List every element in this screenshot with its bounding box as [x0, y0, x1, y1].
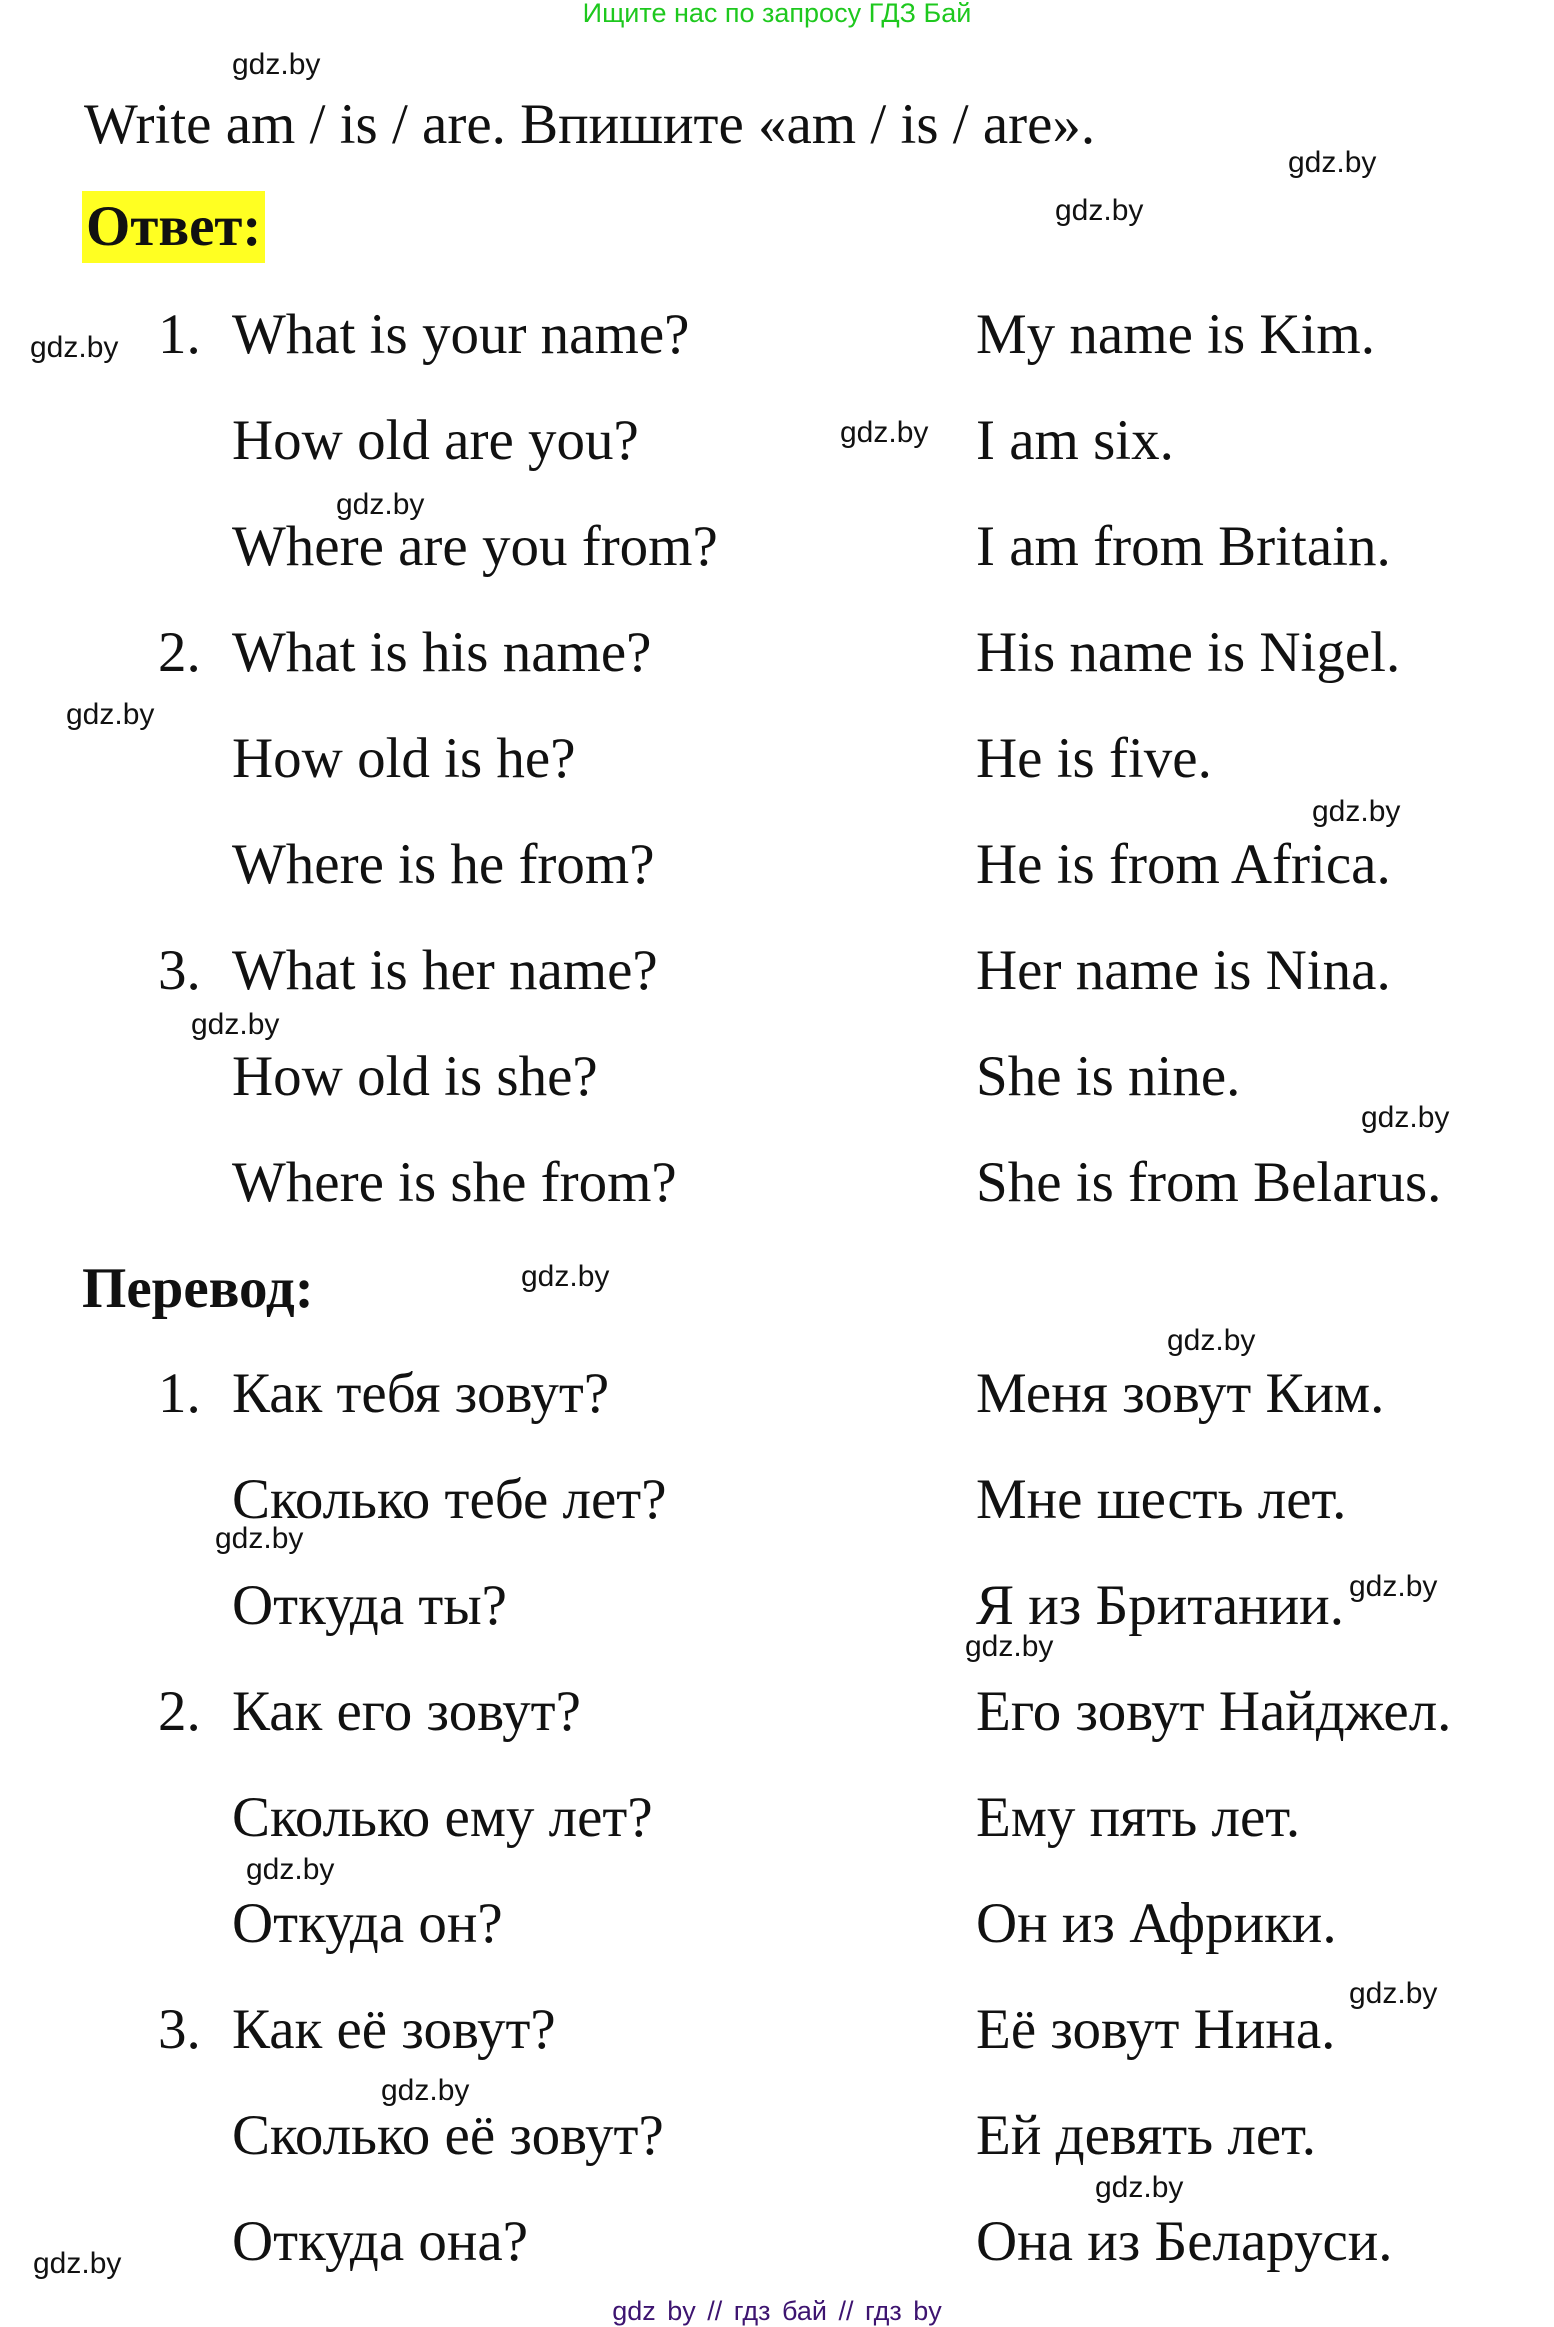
question-text: Сколько ему лет? — [232, 1786, 653, 1849]
item-number: 2. — [158, 1680, 201, 1743]
question-text: What is her name? — [232, 939, 658, 1002]
question-text: What is your name? — [232, 303, 690, 366]
watermark: gdz.by — [840, 416, 929, 449]
question-text: Сколько её зовут? — [232, 2104, 664, 2167]
question-text: Where is she from? — [232, 1151, 677, 1214]
answer-text: She is from Belarus. — [976, 1151, 1442, 1214]
watermark: gdz.by — [965, 1630, 1054, 1663]
question-text: Where is he from? — [232, 833, 655, 896]
translation-heading: Перевод: — [82, 1257, 314, 1320]
watermark: gdz.by — [381, 2074, 470, 2107]
item-number: 3. — [158, 939, 201, 1002]
item-number: 1. — [158, 1362, 201, 1425]
answer-text: His name is Nigel. — [976, 621, 1401, 684]
question-text: Как её зовут? — [232, 1998, 556, 2061]
answer-text: Её зовут Нина. — [976, 1998, 1336, 2061]
item-number: 3. — [158, 1998, 201, 2061]
question-text: Where are you from? — [232, 515, 718, 578]
question-text: Откуда ты? — [232, 1574, 507, 1637]
answer-text: Мне шесть лет. — [976, 1468, 1347, 1531]
answer-text: Ему пять лет. — [976, 1786, 1301, 1849]
question-text: Откуда она? — [232, 2210, 529, 2273]
exercise-title: Write am / is / are. Впишите «am / is / are». — [84, 93, 1096, 156]
answer-text: He is five. — [976, 727, 1212, 790]
watermark: gdz.by — [33, 2247, 122, 2280]
watermark: gdz.by — [1349, 1570, 1438, 1603]
watermark: gdz.by — [1312, 795, 1401, 828]
watermark: gdz.by — [1055, 194, 1144, 227]
watermark: gdz.by — [232, 48, 321, 81]
answer-text: She is nine. — [976, 1045, 1241, 1108]
answer-heading: Ответ: — [82, 191, 265, 263]
watermark: gdz.by — [191, 1008, 280, 1041]
question-text: Как тебя зовут? — [232, 1362, 610, 1425]
answer-text: Его зовут Найджел. — [976, 1680, 1452, 1743]
question-text: What is his name? — [232, 621, 652, 684]
watermark: gdz.by — [30, 331, 119, 364]
watermark: gdz.by — [1349, 1977, 1438, 2010]
item-number: 1. — [158, 303, 201, 366]
answer-text: Она из Беларуси. — [976, 2210, 1393, 2273]
watermark: gdz.by — [1095, 2171, 1184, 2204]
watermark: gdz.by — [521, 1260, 610, 1293]
question-text: Как его зовут? — [232, 1680, 581, 1743]
answer-text: I am six. — [976, 409, 1174, 472]
answer-text: Her name is Nina. — [976, 939, 1391, 1002]
watermark: gdz.by — [1361, 1101, 1450, 1134]
item-number: 2. — [158, 621, 201, 684]
answer-text: Ей девять лет. — [976, 2104, 1317, 2167]
answer-text: My name is Kim. — [976, 303, 1375, 366]
watermark: gdz.by — [215, 1522, 304, 1555]
watermark: gdz.by — [66, 698, 155, 731]
search-banner[interactable]: Ищите нас по запросу ГДЗ Бай — [582, 0, 972, 28]
watermark: gdz.by — [1288, 146, 1377, 179]
watermark: gdz.by — [1167, 1324, 1256, 1357]
watermark: gdz.by — [336, 488, 425, 521]
question-text: How old are you? — [232, 409, 639, 472]
watermark: gdz.by — [246, 1853, 335, 1886]
answer-text: He is from Africa. — [976, 833, 1391, 896]
question-text: Сколько тебе лет? — [232, 1468, 667, 1531]
answer-text: I am from Britain. — [976, 515, 1391, 578]
question-text: How old is he? — [232, 727, 576, 790]
footer-links[interactable]: gdz by // гдз бай // гдз by — [612, 2296, 942, 2326]
question-text: Откуда он? — [232, 1892, 503, 1955]
question-text: How old is she? — [232, 1045, 598, 1108]
answer-text: Он из Африки. — [976, 1892, 1337, 1955]
answer-text: Меня зовут Ким. — [976, 1362, 1385, 1425]
answer-text: Я из Британии. — [976, 1574, 1344, 1637]
